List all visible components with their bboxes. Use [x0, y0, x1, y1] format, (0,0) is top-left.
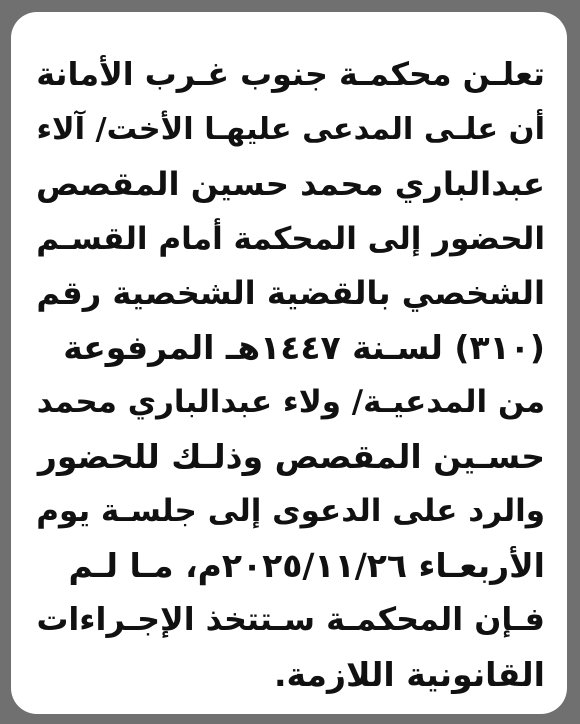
notice-line-3: عبدالباري محمد حسين المقصص	[35, 165, 545, 203]
notice-line-5: الشخصي بالقضية الشخصية رقم	[36, 274, 545, 312]
notice-line-2: أن علـى المدعى عليهـا الأخت/ آلاء	[36, 111, 545, 147]
notice-line-1: تعلـن محكمـة جنوب غـرب الأمانة	[36, 56, 545, 93]
notice-card	[11, 12, 567, 714]
notice-line-10: الأربعـاء ٢٠٢٥/١١/٢٦م، مـا لـم	[68, 545, 545, 585]
notice-line-6: (٣١٠) لسـنة ١٤٤٧هـ المرفوعة	[63, 327, 545, 367]
notice-line-11: فـإن المحكمـة سـتتخذ الإجـراءات	[36, 601, 545, 638]
notice-line-4: الحضور إلى المحكمة أمام القسـم	[36, 220, 545, 257]
notice-body	[31, 48, 545, 702]
notice-line-8: حسـين المقصص وذلـك للحضور	[37, 436, 545, 476]
notice-line-9: والرد على الدعوى إلى جلسـة يوم	[36, 493, 545, 529]
notice-line-7: من المدعيـة/ ولاء عبدالباري محمد	[36, 384, 545, 420]
notice-line-12: القانونية اللازمة.	[273, 654, 545, 694]
